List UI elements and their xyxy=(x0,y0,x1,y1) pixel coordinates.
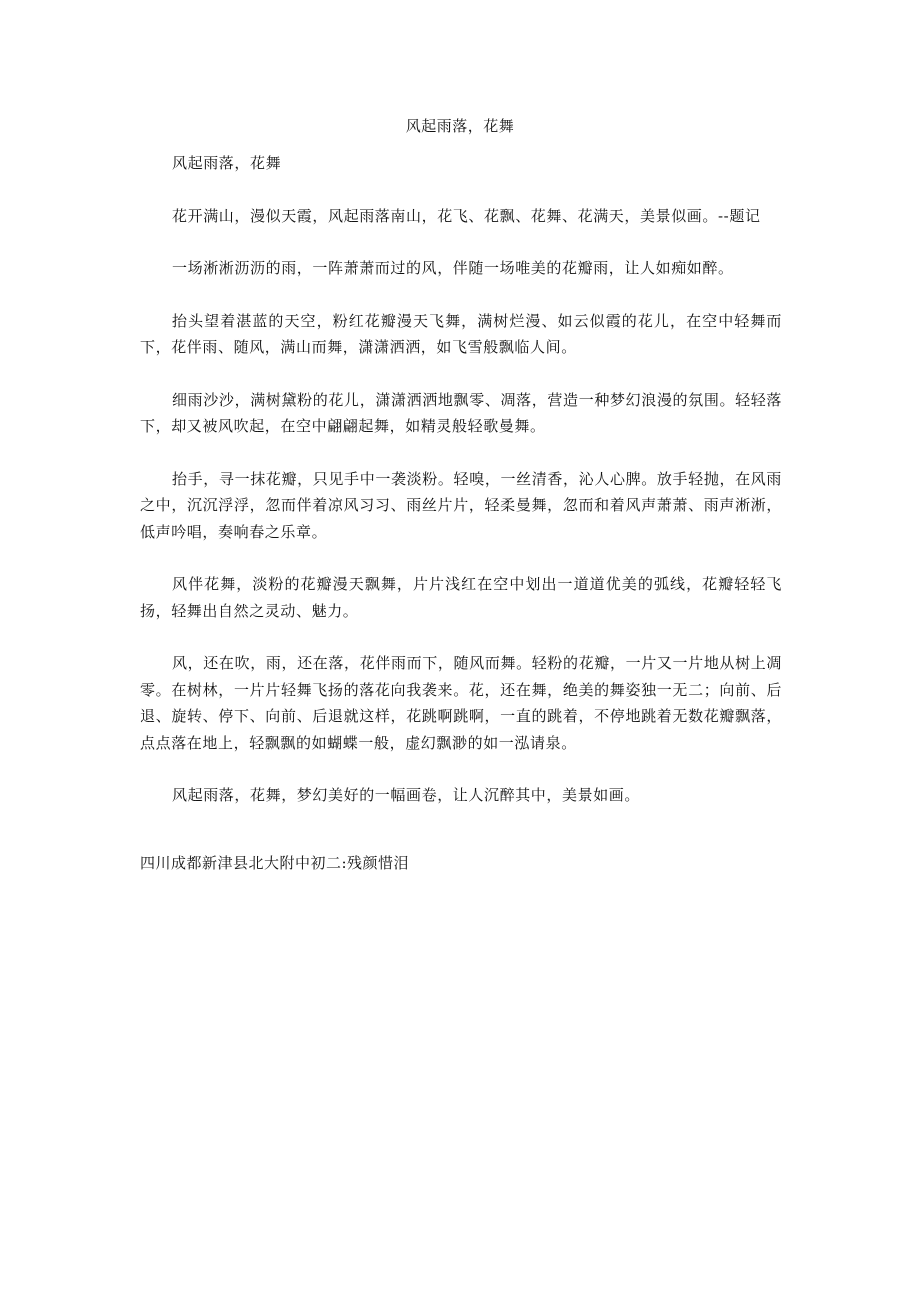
document-body xyxy=(140,150,782,835)
paragraph: 花开满山，漫似天霞，风起雨落南山，花飞、花飘、花舞、花满天，美景似画。--题记 xyxy=(172,206,761,225)
paragraph: 风起雨落，花舞，梦幻美好的一幅画卷，让人沉醉其中，美景如画。 xyxy=(172,786,641,804)
paragraph: 抬头望着湛蓝的天空，粉红花瓣漫天飞舞，满树烂漫、如云似霞的花儿，在空中轻舞而下，花伴雨、随风，满山而舞，潇潇洒洒，如飞雪般飘临人间。 xyxy=(140,311,782,356)
paragraph: 抬手，寻一抹花瓣，只见手中一袭淡粉。轻嗅，一丝清香，沁人心脾。放手轻抛，在风雨之中，沉沉浮浮，忽而伴着凉风习习、雨丝片片，轻柔曼舞，忽而和着风声萧萧、雨声淅淅，低声吟唱，奏响春之乐章。 xyxy=(140,469,782,541)
document-title: 风起雨落，花舞 xyxy=(405,117,515,135)
paragraph: 风，还在吹，雨，还在落，花伴雨而下，随风而舞。轻粉的花瓣，一片又一片地从树上凋零。在树林，一片片轻舞飞扬的落花向我袭来。花，还在舞，绝美的舞姿独一无二；向前、后退、旋转、停下、向前、后退就这样，花跳啊跳啊，一直的跳着，不停地跳着无数花瓣飘落，点点落在地上，轻飘飘的如蝴蝶一般，虚幻飘渺的如一泓请泉。 xyxy=(140,654,782,752)
paragraph: 风起雨落，花舞 xyxy=(172,154,282,172)
paragraph: 风伴花舞，淡粉的花瓣漫天飘舞，片片浅红在空中划出一道道优美的弧线，花瓣轻轻飞扬，轻舞出自然之灵动、魅力。 xyxy=(140,575,782,620)
paragraph: 细雨沙沙，满树黛粉的花儿，潇潇洒洒地飘零、凋落，营造一种梦幻浪漫的氛围。轻轻落下，却又被风吹起，在空中翩翩起舞，如精灵般轻歌曼舞。 xyxy=(140,390,782,435)
paragraph: 一场淅淅沥沥的雨，一阵萧萧而过的风，伴随一场唯美的花瓣雨，让人如痴如醉。 xyxy=(172,259,734,277)
author-line: 四川成都新津县北大附中初二:残颜惜泪 xyxy=(140,854,410,872)
